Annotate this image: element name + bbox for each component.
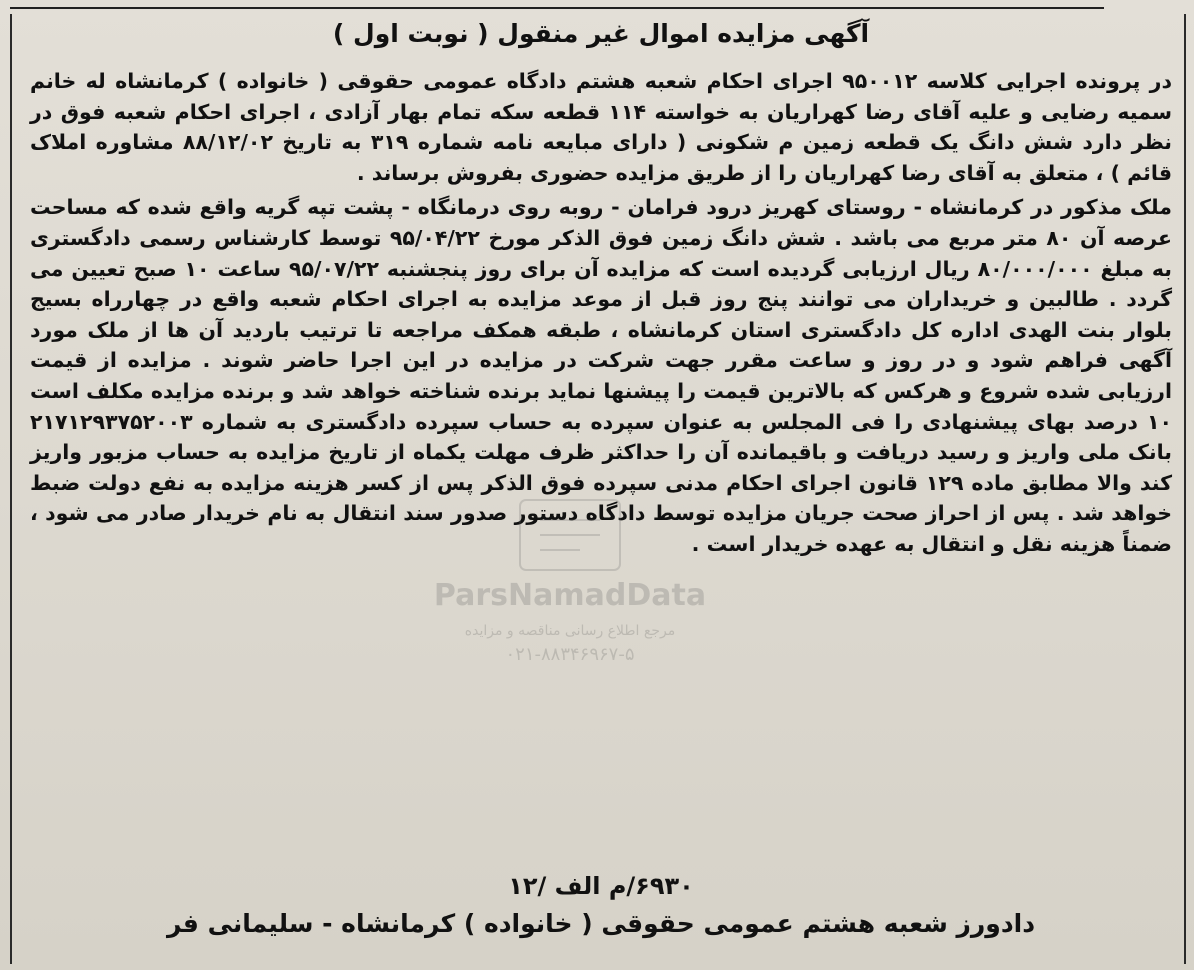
top-divider (10, 7, 1104, 9)
notice-title: آگهی مزایده اموال غیر منقول ( نوبت اول ) (332, 19, 870, 48)
watermark-phone: ۰۲۱-۸۸۳۴۶۹۶۷-۵ (505, 644, 635, 665)
notice-content (30, 14, 1172, 560)
notice-footer (30, 868, 1172, 944)
notice-body (30, 66, 1172, 560)
notice-paragraph: در پرونده اجرایی کلاسه ۹۵۰۰۱۲ اجرای احکام شعبه هشتم دادگاه عمومی حقوقی ( خانواده ) کرمانشاه له خانم سمیه رضایی و علیه آقای رضا کهراریان به خواسته ۱۱۴ قطعه سکه تمام بهار آزادی ، اجرای احکام شعبه فوق در نظر دارد شش دانگ یک قطعه زمین م شکونی ( دارای مبایعه نامه شماره ۳۱۹ به تاریخ ۸۸/۱۲/۰۲ مشاوره املاک قائم ) ، متعلق به آقای رضا کهراریان را از طریق مزایده حضوری بفروش برساند . (30, 69, 1173, 185)
notice-paragraph: ملک مذکور در کرمانشاه - روستای کهریز درود فرامان - روبه روی درمانگاه - پشت تپه گریه واقع شده که مساحت عرصه آن ۸۰ متر مربع می باشد . شش دانگ زمین فوق الذکر مورخ ۹۵/۰۴/۲۲ توسط کارشناس رسمی دادگستری به مبلغ ۸۰/۰۰۰/۰۰۰ ریال ارزیابی گردیده است که مزایده آن برای روز پنجشنبه ۹۵/۰۷/۲۲ ساعت ۱۰ صبح تعیین می گردد . طالبین و خریداران می توانند پنج روز قبل از موعد مزایده به اجرای احکام شعبه واقع در چهارراه بسیج بلوار بنت الهدی اداره کل دادگستری استان کرمانشاه ، طبقه همکف مراجعه تا ترتیب باردید آن ها از ملک مورد آگهی فراهم شود و در روز و ساعت مقرر جهت شرکت در مزایده در این اجرا حاضر شوند . مزایده از قیمت ارزیابی شده شروع و هرکس که بالاترین قیمت را پیشنها نماید برنده شناخته خواهد شد و برنده مزایده مکلف است ۱۰ درصد بهای پیشنهادی را فی المجلس به عنوان سپرده به حساب سپرده دادگستری به شماره ۲۱۷۱۲۹۳۷۵۲۰۰۳ بانک ملی واریز و رسید دریافت و باقیمانده آن را حداکثر ظرف مهلت یکماه از تاریخ مزایده به حساب مزبور واریز کند والا مطابق ماده ۱۲۹ قانون اجرای احکام مدنی سپرده فوق الذکر پس از کسر هزینه مزایده به نفع دولت ضبط خواهد شد . پس از احراز صحت جریان مزایده توسط دادگاه دستور صدور سند انتقال به نام خریدار صادر می شود ، ضمناً هزینه نقل و انتقال به عهده خریدار است . (30, 195, 1173, 556)
watermark-brand: ParsNamadData (433, 578, 707, 613)
notice-reference: ۶۹۳۰/م الف /۱۲ (508, 872, 694, 900)
notice-signer: دادورز شعبه هشتم عمومی حقوقی ( خانواده ) کرمانشاه - سلیمانی فر (166, 909, 1036, 938)
watermark-tagline: مرجع اطلاع رسانی مناقصه و مزایده (464, 623, 676, 639)
